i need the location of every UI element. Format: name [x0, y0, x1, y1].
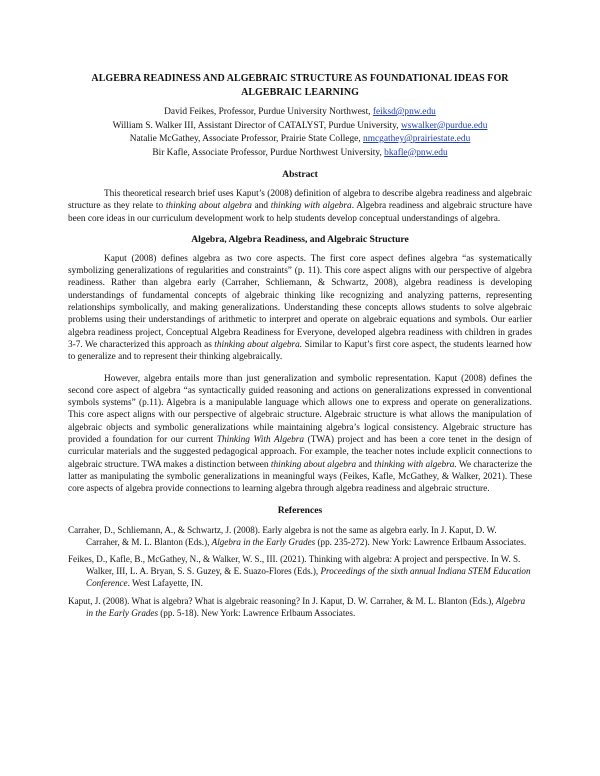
- italic-run: thinking about algebra: [270, 459, 357, 470]
- italic-run: thinking about algebra: [165, 201, 252, 212]
- body-paragraph-1: [68, 253, 532, 364]
- references-heading: References: [277, 504, 323, 516]
- abstract-heading: Abstract: [282, 169, 318, 180]
- abstract-section: [68, 169, 532, 225]
- references-section: [68, 505, 532, 619]
- text-run: This theoretical research brief uses Kaput’s (2008) definition of algebra to describe algebra readiness and algebraic structure as they relate to: [68, 189, 532, 212]
- body-paragraph-2: [68, 373, 532, 496]
- abstract-paragraph: [68, 188, 532, 225]
- author-email-link[interactable]: bkafle@pnw.edu: [384, 147, 448, 158]
- text-run: (TWA) project and has been a core tenet in the design of curricular materials and the suggested pedagogical approach. For example, the teacher notes include explicit connections to algebraic structure. TWA makes a distinction between: [68, 435, 532, 470]
- text-run: (pp. 5-18). New York: Lawrence Erlbaum Associates.: [157, 607, 356, 618]
- text-run: Similar to Kaput’s first core aspect, the students learned how to generalize and to represent their thinking algebraically.: [68, 339, 532, 363]
- text-run: Kaput (2008) defines algebra as two core aspects. The first core aspect defines algebra “as systematically symbolizing generalizations of regularities and constraints” (p. 11). This core aspect aligns with our perspective of algebra readiness. Rather than algebra early (Carraher, Schliemann, & Schwartz, 2008), algebra readiness is developing understandings of fundamental concepts of algebraic thinking like recognizing and analyzing patterns, representing relationships symbolically, and making generalizations. Understanding these concepts allows students to solve algebraic problems using their understandings of arithmetic to interpret and operate on algebraic equations and symbols. Our earlier algebra readiness project, Conceptual Algebra Readiness for Everyone, developed algebra readiness with children in grades 3-7. We characterized this approach as: [68, 253, 532, 350]
- text-run: Carraher, D., Schliemann, A., & Schwartz, J. (2008). Early algebra is not the same as algebra early. In J. Kaput, D. W. Carraher, & M. L. Blanton (Eds.),: [68, 524, 497, 547]
- italic-run: Algebra in the Early Grades: [86, 595, 526, 618]
- text-run: and: [356, 459, 375, 470]
- italic-run: thinking with algebra: [270, 201, 352, 212]
- reference-item: [68, 595, 532, 619]
- italic-run: thinking with algebra.: [374, 459, 457, 470]
- italic-run: Thinking With Algebra: [216, 435, 305, 446]
- text-run: . West Lafayette, IN.: [127, 578, 203, 589]
- italic-run: thinking about algebra.: [214, 339, 303, 350]
- italic-run: Algebra in the Early Grades: [211, 536, 316, 547]
- author-list: [68, 106, 532, 160]
- text-run: However, algebra entails more than just generalization and symbolic representation. Kaput (2008) defines the second core aspect of algebra “as syntactically guided reasoning and actions on generalizations expressed in conventional symbols systems” (p.11). Algebra is a manipulable language which allows one to express and operate on generalizations. This core aspect aligns with our perspective of algebraic structure. Algebraic structure is what allows the manipulation of algebraic objects and symbolic generalizations while maintaining algebra’s logical consistency. Algebraic structure has provided a foundation for our current: [68, 373, 532, 446]
- text-run: Kaput, J. (2008). What is algebra? What is algebraic reasoning? In J. Kaput, D. W. Carraher, & M. L. Blanton (Eds.),: [68, 595, 496, 606]
- text-run: Feikes, D., Kafle, B., McGathey, N., & Walker, W. S., III. (2021). Thinking with algebra: A project and perspective. In W. S. Walker, III, L. A. Bryan, S. S. Guzey, & E. Suazo-Flores (Eds.),: [68, 553, 521, 577]
- reference-item: [68, 524, 532, 548]
- author-line: [68, 147, 532, 161]
- author-email-link[interactable]: nmcgathey@prairiestate.edu: [363, 134, 471, 144]
- section-heading: Algebra, Algebra Readiness, and Algebraic Structure: [191, 233, 409, 245]
- text-run: We characterize the latter as manipulating the symbolic generalizations in meaningful ways (Feikes, Kafle, McGathey, & Walker, 2021). These core aspects of algebra provide connections to learning algebra through algebra readiness and algebraic structure.: [68, 459, 532, 495]
- reference-item: [68, 553, 532, 590]
- author-line: [68, 106, 532, 120]
- author-line: [68, 120, 532, 134]
- author-affiliation: David Feikes, Professor, Purdue University Northwest,: [164, 107, 373, 117]
- author-email-link[interactable]: wswalker@purdue.edu: [400, 120, 488, 131]
- text-run: and: [251, 201, 271, 212]
- text-run: . Algebra readiness and algebraic structure have been core ideas in our curriculum development work to help students develop conceptual understandings of algebra.: [68, 201, 533, 224]
- author-email-link[interactable]: feiksd@pnw.edu: [372, 107, 436, 117]
- author-line: [68, 133, 532, 147]
- author-affiliation: Natalie McGathey, Associate Professor, Prairie State College,: [129, 134, 364, 144]
- main-section: [68, 234, 532, 496]
- italic-run: Proceedings of the sixth annual Indiana STEM Education Conference: [86, 566, 531, 589]
- paper-page: [68, 72, 532, 624]
- author-affiliation: William S. Walker III, Assistant Director of CATALYST, Purdue University,: [112, 120, 401, 131]
- paper-title: ALGEBRA READINESS AND ALGEBRAIC STRUCTURE AS FOUNDATIONAL IDEAS FOR ALGEBRAIC LEARNING: [91, 73, 509, 98]
- text-run: (pp. 235-272). New York: Lawrence Erlbaum Associates.: [315, 536, 527, 547]
- author-affiliation: Bir Kafle, Associate Professor, Purdue Northwest University,: [152, 147, 385, 158]
